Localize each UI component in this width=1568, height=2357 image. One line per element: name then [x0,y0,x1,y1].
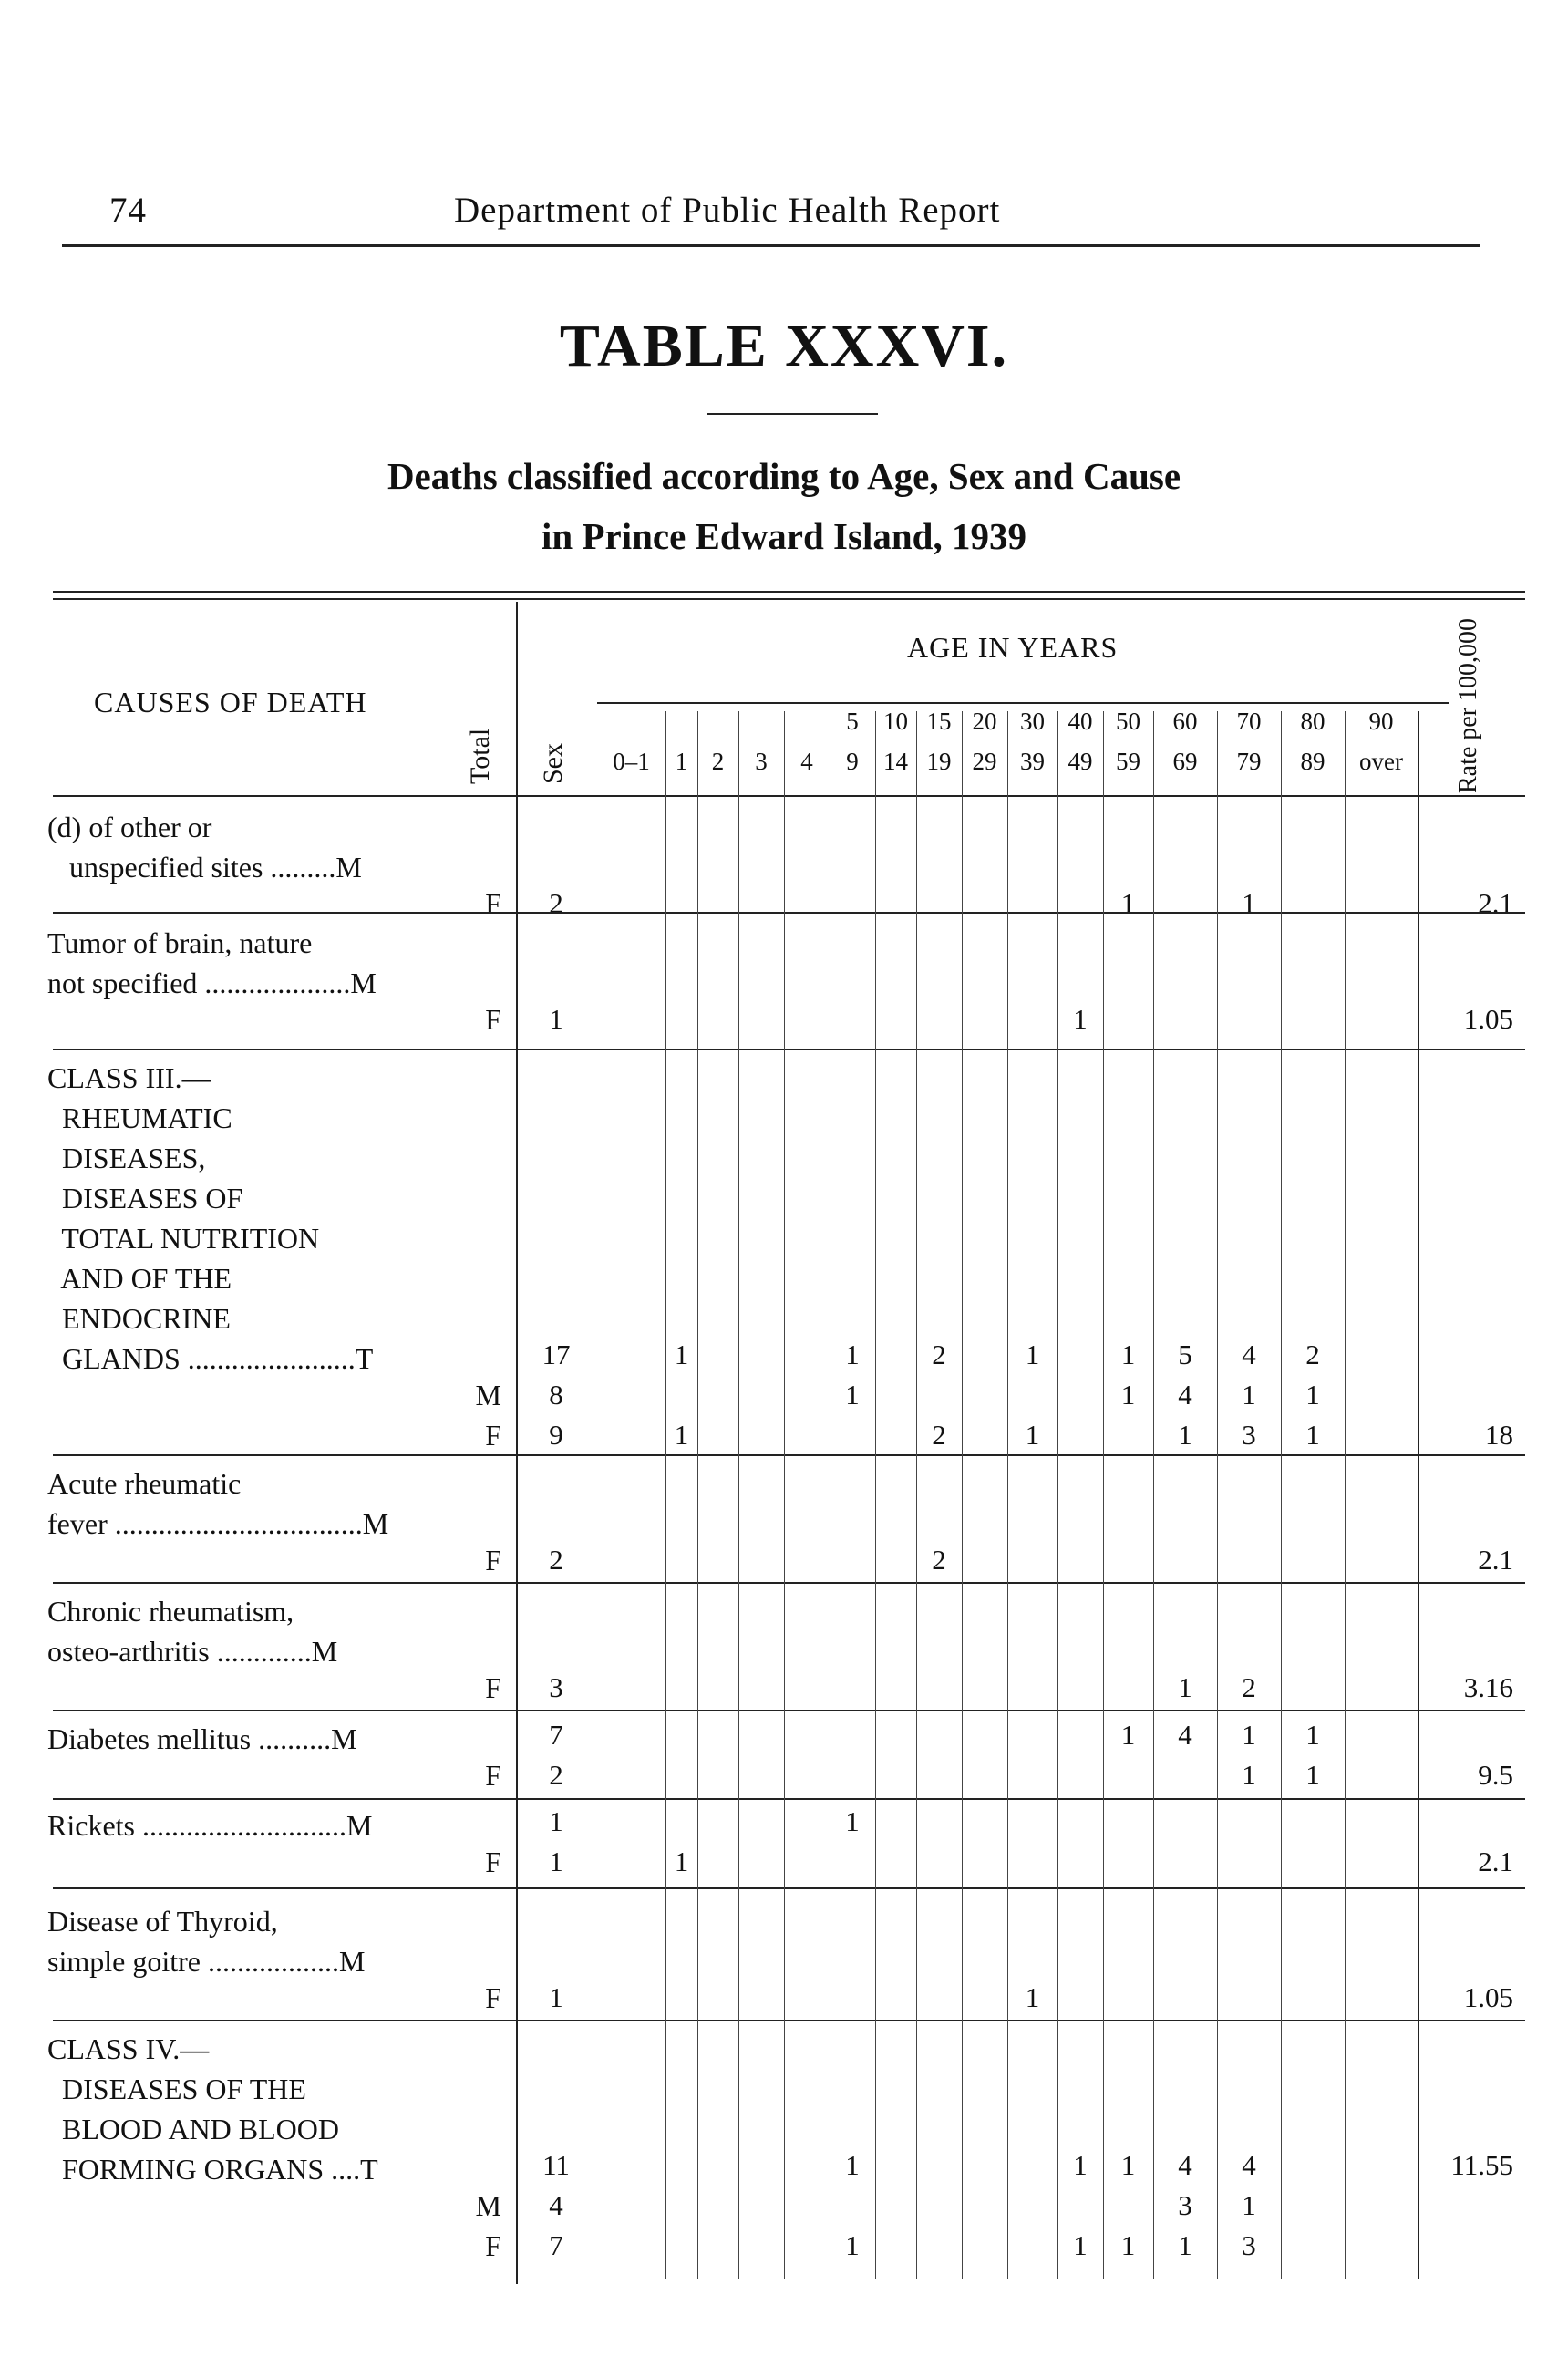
age-cell: 3 [1242,1419,1256,1451]
rate-cell: 1.05 [1463,1981,1513,2013]
col-header-rate: Rate per 100,000 [1454,617,1482,793]
age-col-separator [1281,711,1282,2279]
sex-label: M [475,1379,501,1411]
age-cell: 3 [1242,2229,1256,2261]
age-col-top-label: 70 [1236,708,1262,735]
rate-cell: 2.1 [1478,887,1513,919]
age-cell: 1 [674,1845,689,1877]
cause-label: Rickets ............................M [47,1809,373,1842]
total-cell: 17 [542,1339,571,1370]
total-cell: 9 [549,1419,563,1451]
sex-label: M [475,2189,501,2222]
total-cell: 11 [542,2149,570,2181]
cause-label: Chronic rheumatism, osteo-arthritis .............M [47,1595,338,1668]
age-cell: 1 [1178,1671,1192,1703]
age-col-separator [1057,711,1058,2279]
col-header-sex: Sex [538,743,568,784]
age-cell: 1 [845,2229,860,2261]
age-cell: 1 [845,1339,860,1370]
age-col-top-label: 5 [846,708,859,735]
total-cell: 1 [549,1981,563,2013]
age-cell: 2 [932,1339,946,1370]
age-cell: 1 [1120,887,1136,919]
age-cell: 1 [1025,1981,1040,2013]
age-cell: 1 [1073,2229,1088,2261]
header-bottom-rule [53,795,1525,797]
age-cell: 1 [1120,2229,1136,2261]
age-cell: 1 [845,2149,860,2181]
total-cell: 4 [549,2189,563,2221]
row-separator [53,1710,1525,1711]
cause-label: CLASS III.— RHEUMATIC DISEASES, DISEASES OF TOTAL NUTRITION AND OF THE ENDOCRINE GLANDS .......................T [47,1061,374,1375]
row-separator [53,1798,1525,1800]
rate-cell: 2.1 [1478,1845,1513,1877]
age-col-bottom-label: 79 [1236,748,1262,775]
row-separator [53,1887,1525,1889]
age-header-rule [597,702,1449,704]
age-col-top-label: 10 [883,708,908,735]
age-cell: 1 [1120,1379,1136,1411]
age-cell: 4 [1178,1379,1192,1411]
age-cell: 1 [845,1805,860,1837]
sex-label: F [485,1003,501,1036]
age-cell: 1 [1305,1419,1320,1451]
total-cell: 2 [549,1759,563,1791]
sex-label: F [485,887,501,920]
age-cell: 4 [1242,2149,1256,2181]
age-col-bottom-label: 29 [972,748,997,775]
age-cell: 1 [1073,1003,1088,1035]
rate-cell: 3.16 [1463,1671,1513,1703]
age-cell: 3 [1178,2189,1192,2221]
table-top-rule [53,591,1525,593]
age-cell: 1 [1242,1379,1256,1411]
age-col-top-label: 15 [926,708,952,735]
age-col-separator [738,711,739,2279]
age-cell: 1 [1025,1419,1040,1451]
age-cell: 1 [1242,887,1256,919]
age-col-bottom-label: 59 [1116,748,1140,775]
age-col-separator [1153,711,1154,2279]
sex-label: F [485,1671,501,1704]
age-cell: 4 [1242,1339,1256,1370]
age-col-bottom-label: 9 [846,748,859,775]
age-col-top-label: 20 [972,708,997,735]
age-col-bottom-label: 19 [926,748,952,775]
age-col-separator [875,711,876,2279]
age-col-bottom-label: 4 [800,748,813,775]
age-col-separator [1103,711,1104,2279]
age-cell: 1 [1073,2149,1088,2181]
row-separator [53,912,1525,914]
sex-label: F [485,1759,501,1792]
age-cell: 1 [1120,1719,1136,1751]
age-col-bottom-label: 39 [1020,748,1045,775]
cause-label: Diabetes mellitus ..........M [47,1722,357,1755]
age-cell: 1 [1178,1419,1192,1451]
age-cell: 1 [1242,1719,1256,1751]
age-cell: 1 [674,1339,689,1370]
age-col-top-label: 60 [1172,708,1198,735]
table-top-rule-2 [53,598,1525,600]
sex-label: F [485,1981,501,2014]
sex-label: F [485,1419,501,1452]
age-cell: 2 [932,1544,946,1576]
table-subtitle-line1: Deaths classified according to Age, Sex and Cause [387,455,1181,497]
total-cell: 2 [549,1544,563,1576]
age-col-bottom-label: 2 [711,748,725,775]
age-col-bottom-label: 1 [675,748,688,775]
age-cell: 4 [1178,2149,1192,2181]
age-cell: 1 [1305,1719,1320,1751]
rate-cell: 18 [1485,1419,1513,1451]
total-cell: 2 [549,887,563,919]
row-separator [53,1049,1525,1050]
row-separator [53,1582,1525,1584]
age-cell: 2 [1242,1671,1256,1703]
age-col-separator [665,711,666,2279]
age-col-top-label: 90 [1368,708,1394,735]
age-col-top-label: 30 [1020,708,1045,735]
page-number: 74 [109,191,147,230]
total-cell: 1 [549,1805,563,1837]
row-separator [53,2020,1525,2021]
sex-label: F [485,1845,501,1878]
age-col-bottom-label: over [1359,748,1403,775]
age-cell: 2 [1305,1339,1320,1370]
age-cell: 1 [845,1379,860,1411]
cause-label: CLASS IV.— DISEASES OF THE BLOOD AND BLOOD FORMING ORGANS ....T [47,2032,378,2186]
age-cell: 5 [1178,1339,1192,1370]
running-title: Department of Public Health Report [454,191,1001,230]
age-col-bottom-label: 3 [755,748,768,775]
age-col-separator [1007,711,1008,2279]
age-col-top-label: 40 [1068,708,1093,735]
age-cell: 4 [1178,1719,1192,1751]
rate-cell: 11.55 [1450,2149,1513,2181]
age-cell: 1 [1120,2149,1136,2181]
sex-label: F [485,2229,501,2262]
rate-cell: 1.05 [1463,1003,1513,1035]
age-cell: 1 [1242,1759,1256,1791]
age-cell: 1 [1305,1379,1320,1411]
total-sex-separator [516,602,518,2284]
cause-label: Acute rheumatic fever ..................................M [47,1467,389,1540]
row-separator [53,1454,1525,1456]
age-col-bottom-label: 0–1 [613,748,650,775]
total-cell: 8 [549,1379,563,1411]
sex-label: F [485,1544,501,1577]
age-col-bottom-label: 14 [883,748,908,775]
cause-label: (d) of other or unspecified sites .........M [47,811,362,884]
total-cell: 7 [549,2229,563,2261]
age-col-separator [916,711,917,2279]
age-cell: 1 [1242,2189,1256,2221]
age-col-bottom-label: 49 [1068,748,1093,775]
total-cell: 3 [549,1671,563,1703]
col-header-age: AGE IN YEARS [907,631,1119,664]
total-cell: 7 [549,1719,563,1751]
rate-cell: 2.1 [1478,1544,1513,1576]
total-cell: 1 [549,1845,563,1877]
age-cell: 2 [932,1419,946,1451]
age-cell: 1 [1120,1339,1136,1370]
age-col-separator [962,711,963,2279]
age-col-top-label: 80 [1300,708,1326,735]
age-cell: 1 [1178,2229,1192,2261]
age-cell: 1 [1025,1339,1040,1370]
table-subtitle-line2: in Prince Edward Island, 1939 [542,515,1026,557]
age-col-separator [697,711,698,2279]
age-col-separator [784,711,785,2279]
col-header-total: Total [465,728,495,784]
age-col-bottom-label: 69 [1172,748,1198,775]
age-cell: 1 [1305,1759,1320,1791]
age-col-separator [1345,711,1346,2279]
rate-cell: 9.5 [1478,1759,1513,1791]
cause-label: Tumor of brain, nature not specified ....................M [47,926,377,999]
rate-separator [1418,711,1419,2279]
age-col-separator [1217,711,1218,2279]
age-col-top-label: 50 [1116,708,1140,735]
cause-label: Disease of Thyroid, simple goitre ..................M [47,1905,366,1978]
age-col-bottom-label: 89 [1300,748,1326,775]
col-header-causes: CAUSES OF DEATH [94,686,367,718]
total-cell: 1 [549,1003,563,1035]
age-cell: 1 [674,1419,689,1451]
table-title: TABLE XXXVI. [559,313,1009,379]
